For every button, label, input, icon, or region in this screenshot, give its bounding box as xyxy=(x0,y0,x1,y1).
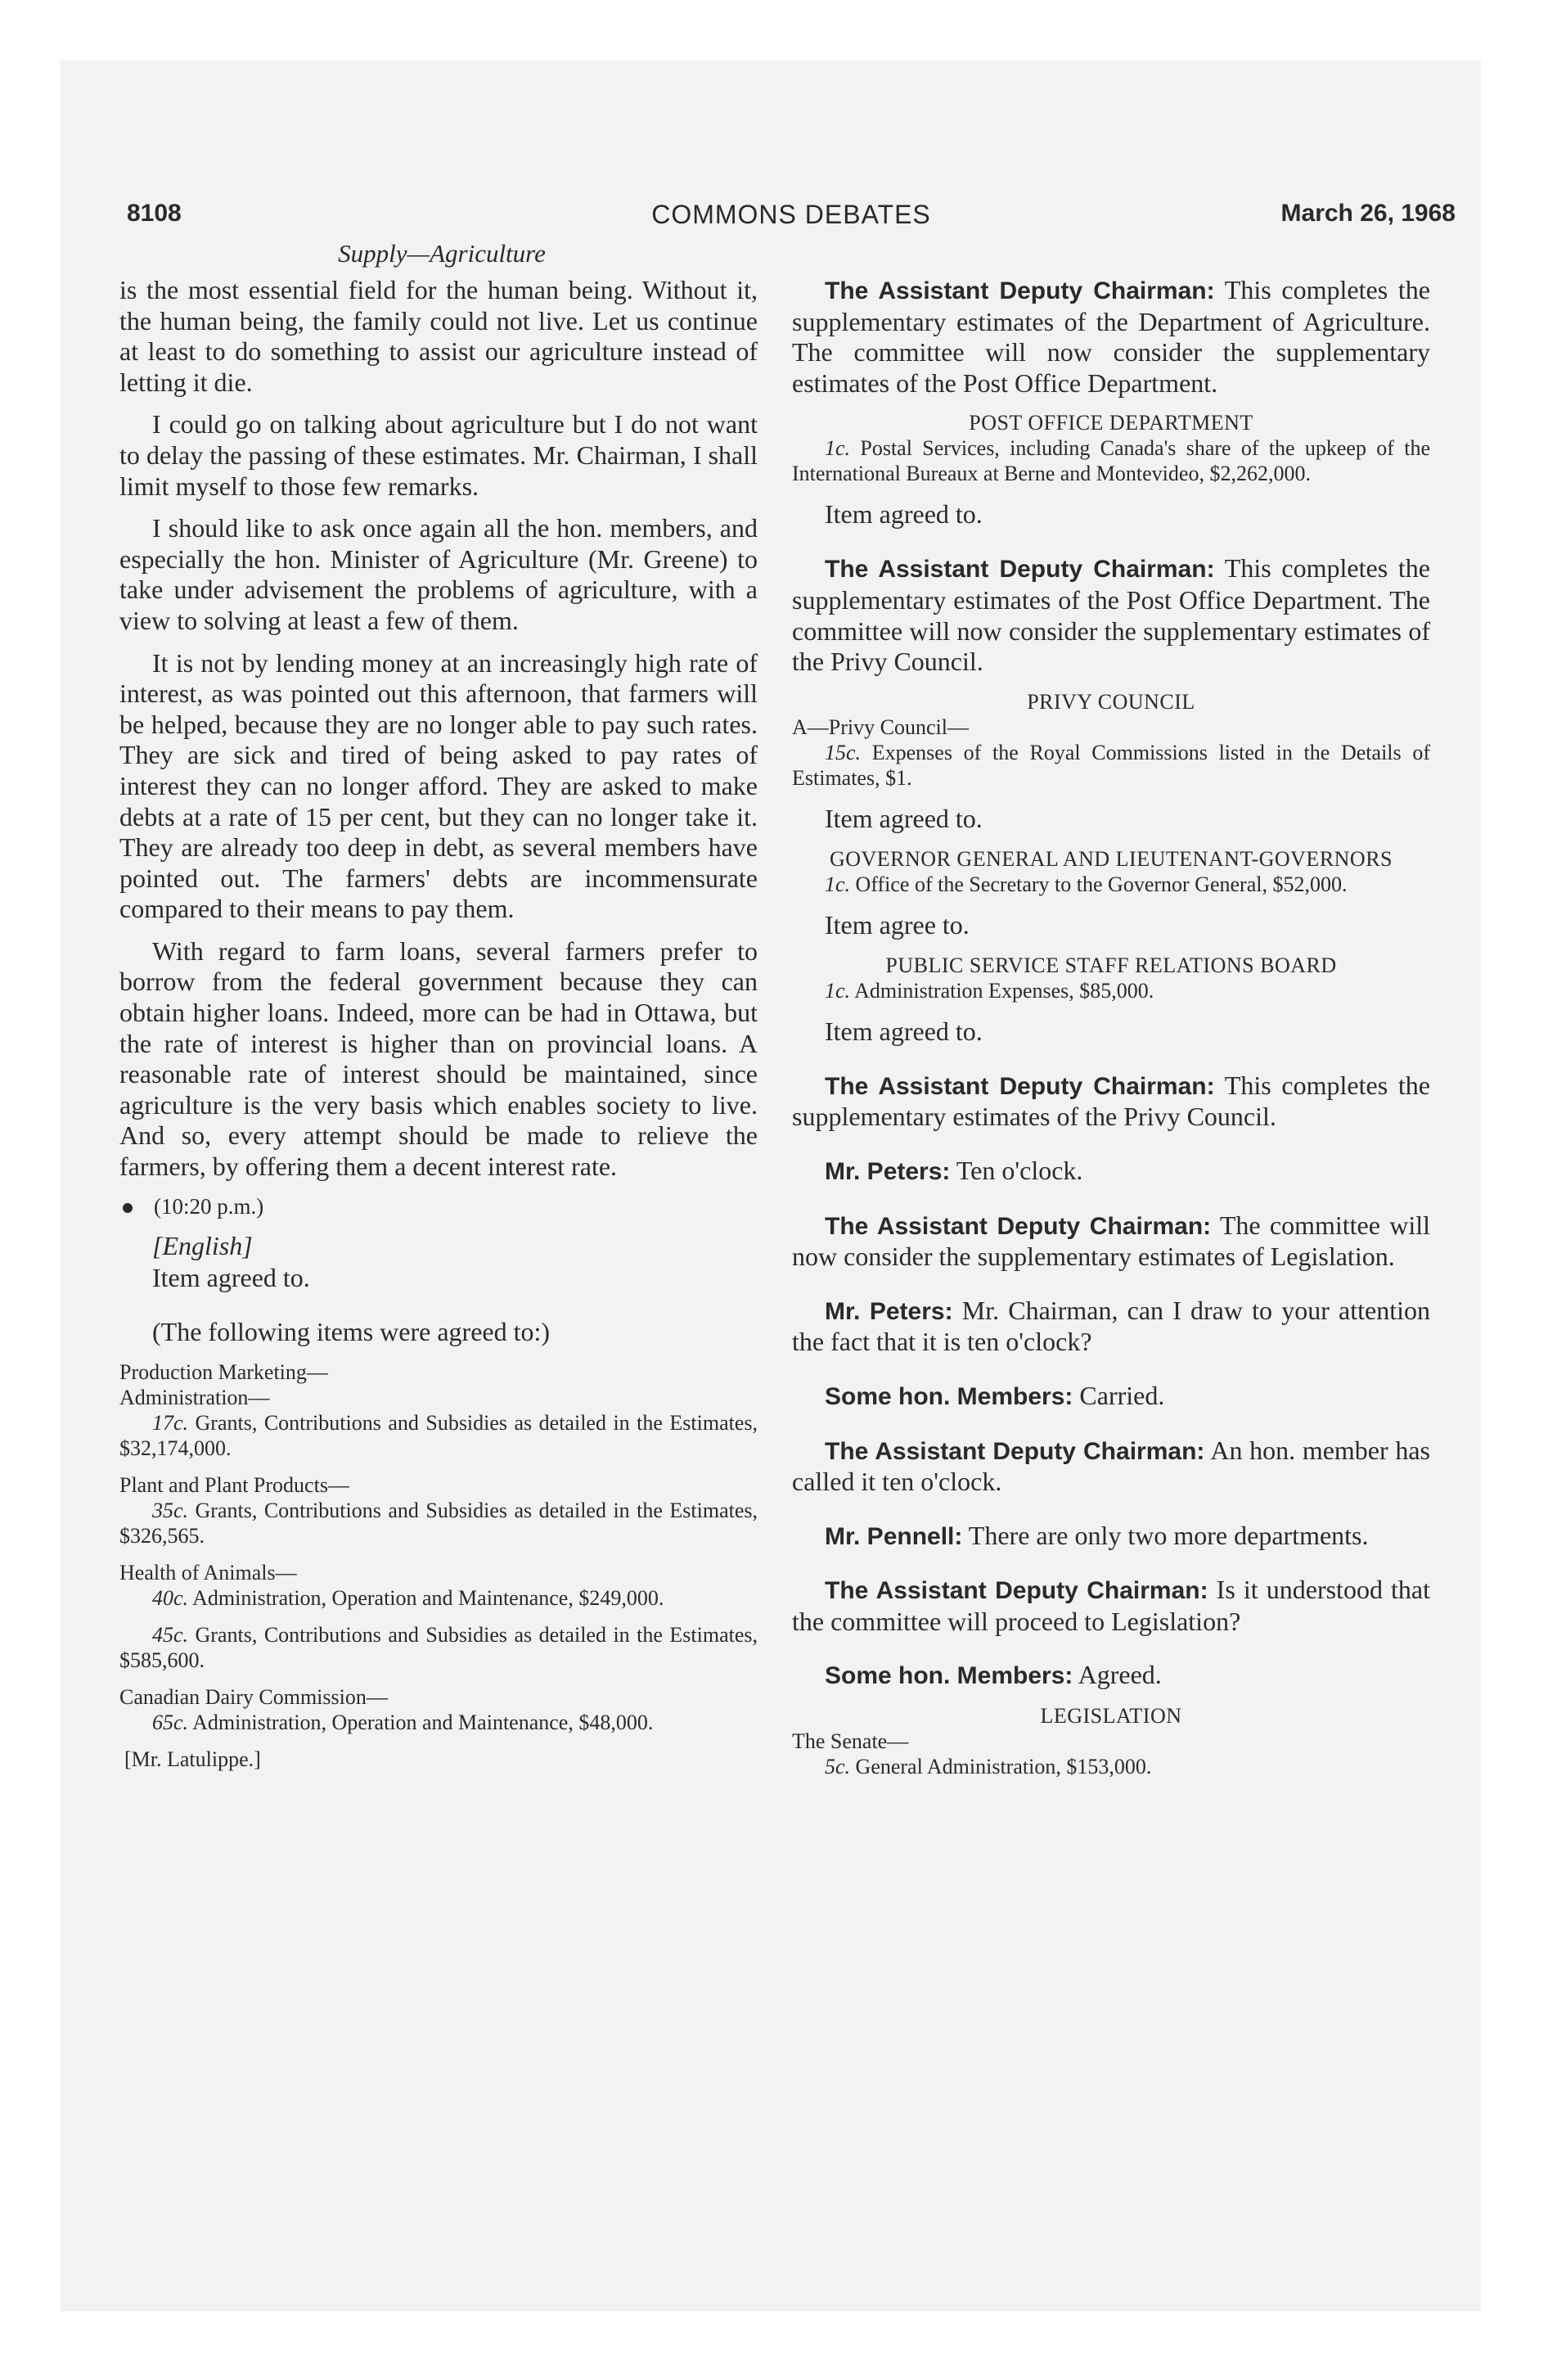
speech-text: This completes the supplementary estimates of the Post Office Department. The committee will now consider the supplementary estimates of the Privy Council. xyxy=(792,553,1430,677)
speech xyxy=(792,1071,1430,1133)
speech xyxy=(792,1210,1430,1273)
speaker-name: Some hon. Members: xyxy=(825,1662,1073,1690)
vote-number: 1c. xyxy=(825,978,851,1003)
speech-text: Is it understood that the committee will proceed to Legislation? xyxy=(792,1575,1431,1636)
speaker-name: Mr. Peters: xyxy=(825,1157,951,1185)
vote-number: 5c. xyxy=(825,1755,851,1779)
speech-text: The committee will now consider the supplementary estimates of Legislation. xyxy=(792,1210,1430,1272)
language-marker: [English] xyxy=(152,1230,253,1260)
item-agreed: Item agreed to. xyxy=(825,499,983,530)
paragraph: With regard to farm loans, several farmers prefer to borrow from the federal government because they can obtain higher loans. Indeed, more can be had in Ottawa, but the rate of interest is higher than on provincial loans. A reasonable rate of interest should be maintained, since agriculture is the very basis which enables society to live. And so, every attempt should be made to relieve the farmers, by offering them a decent interest rate. xyxy=(119,935,758,1182)
vote-item xyxy=(792,872,1430,897)
vote-number: 35c. xyxy=(152,1498,189,1522)
page-number: 8108 xyxy=(127,200,182,227)
speaker-name: The Assistant Deputy Chairman: xyxy=(825,556,1215,584)
vote-text: Grants, Contributions and Subsidies as detailed in the Estimates, $326,565. xyxy=(119,1498,758,1548)
vote-item xyxy=(792,740,1430,791)
vote-item xyxy=(119,1498,758,1548)
bullet-icon xyxy=(123,1203,133,1213)
speech-text: This completes the supplementary estimates of the Privy Council. xyxy=(792,1070,1430,1132)
vote-text: Expenses of the Royal Commissions listed in the Details of Estimates, $1. xyxy=(792,740,1431,790)
vote-item xyxy=(119,1585,758,1611)
vote-number: 65c. xyxy=(152,1710,189,1734)
paragraph: I should like to ask once again all the hon. members, and especially the hon. Minister of Agriculture (Mr. Greene) to take under advisement the problems of agriculture, with a view to solving at least a few of them. xyxy=(119,513,758,635)
speech xyxy=(792,1575,1430,1637)
speech xyxy=(792,1436,1430,1498)
item-agreed: Item agree to. xyxy=(825,909,970,940)
paragraph: is the most essential field for the human being. Without it, the human being, the family could not live. Let us continue at least to do something to assist our agriculture instead of letting it die. xyxy=(119,275,758,397)
vote-heading: Administration— xyxy=(119,1385,270,1409)
vote-text: Grants, Contributions and Subsidies as detailed in the Estimates, $32,174,000. xyxy=(119,1410,758,1460)
vote-item xyxy=(119,1410,758,1461)
speech xyxy=(792,275,1430,399)
vote-heading: Production Marketing— xyxy=(119,1359,328,1384)
vote-item xyxy=(119,1710,758,1735)
speech xyxy=(792,1156,1430,1188)
publication-title: COMMONS DEBATES xyxy=(651,200,931,229)
speech-text: Ten o'clock. xyxy=(956,1155,1083,1185)
time-stamp-text: (10:20 p.m.) xyxy=(154,1193,264,1219)
speech-text: Agreed. xyxy=(1078,1660,1162,1690)
vote-heading: The Senate— xyxy=(792,1729,909,1754)
section-subheading: Supply—Agriculture xyxy=(338,239,546,268)
section-caption: PUBLIC SERVICE STAFF RELATIONS BOARD xyxy=(885,953,1337,977)
speech xyxy=(792,553,1430,677)
vote-item xyxy=(792,1754,1430,1779)
speaker-name: The Assistant Deputy Chairman: xyxy=(825,1577,1208,1605)
speech xyxy=(792,1660,1430,1692)
speech xyxy=(792,1381,1430,1413)
section-caption: GOVERNOR GENERAL AND LIEUTENANT-GOVERNORS xyxy=(829,846,1393,871)
item-agreed: Item agreed to. xyxy=(825,803,983,833)
vote-text: General Administration, $153,000. xyxy=(855,1755,1152,1779)
vote-number: 1c. xyxy=(825,872,851,896)
speech xyxy=(792,1296,1430,1358)
vote-heading: Health of Animals— xyxy=(119,1560,297,1584)
section-caption: PRIVY COUNCIL xyxy=(1027,689,1195,714)
speaker-name: Some hon. Members: xyxy=(825,1382,1073,1410)
vote-text: Administration, Operation and Maintenance, $48,000. xyxy=(192,1710,654,1734)
speech-text: An hon. member has called it ten o'clock. xyxy=(792,1435,1431,1497)
vote-text: Administration, Operation and Maintenance, $249,000. xyxy=(192,1585,664,1610)
vote-number: 45c. xyxy=(152,1622,189,1647)
paragraph: I could go on talking about agriculture but I do not want to delay the passing of these estimates. Mr. Chairman, I shall limit myself to those few remarks. xyxy=(119,409,758,501)
speech-text: Carried. xyxy=(1079,1380,1165,1410)
speaker-name: Mr. Peters: xyxy=(825,1297,953,1325)
paragraph: It is not by lending money at an increasingly high rate of interest, as was pointed out this afternoon, that farmers will be helped, because they are no longer able to pay such rates. They are sick and tired of being asked to pay rates of interest they can no longer afford. They are asked to make debts at a rate of 15 per cent, but they can no longer take it. They are already too deep in debt, as several members have pointed out. The farmers' debts are incommensurate compared to their means to pay them. xyxy=(119,647,758,924)
vote-number: 17c. xyxy=(152,1410,189,1435)
vote-text: Grants, Contributions and Subsidies as detailed in the Estimates, $585,600. xyxy=(119,1622,758,1672)
vote-heading: Plant and Plant Products— xyxy=(119,1472,349,1497)
item-agreed: Item agreed to. xyxy=(152,1263,310,1293)
vote-item xyxy=(119,1622,758,1673)
time-stamp xyxy=(119,1194,758,1219)
speech xyxy=(792,1521,1430,1553)
vote-number: 15c. xyxy=(825,740,862,764)
speech-text: Mr. Chairman, can I draw to your attention the fact that it is ten o'clock? xyxy=(792,1295,1431,1357)
speaker-name: The Assistant Deputy Chairman: xyxy=(825,1437,1205,1465)
speaker-attribution: [Mr. Latulippe.] xyxy=(124,1747,261,1771)
vote-heading: Canadian Dairy Commission— xyxy=(119,1684,388,1709)
left-column xyxy=(119,275,758,1772)
speaker-name: Mr. Pennell: xyxy=(825,1522,963,1550)
speech-text: There are only two more departments. xyxy=(968,1520,1369,1550)
vote-number: 1c. xyxy=(825,436,851,461)
vote-text: Postal Services, including Canada's share of the upkeep of the International Bureaux at Berne and Montevideo, $2,262,000. xyxy=(792,436,1431,486)
vote-item xyxy=(792,978,1430,1003)
page-header xyxy=(127,200,1456,239)
vote-heading: A—Privy Council— xyxy=(792,714,969,739)
section-caption: LEGISLATION xyxy=(1040,1704,1182,1729)
speaker-name: The Assistant Deputy Chairman: xyxy=(825,1212,1212,1240)
section-caption: POST OFFICE DEPARTMENT xyxy=(969,411,1253,435)
paragraph: (The following items were agreed to:) xyxy=(152,1317,551,1347)
speaker-name: The Assistant Deputy Chairman: xyxy=(825,277,1215,304)
item-agreed: Item agreed to. xyxy=(825,1016,983,1046)
speaker-name: The Assistant Deputy Chairman: xyxy=(825,1072,1215,1100)
vote-item xyxy=(792,435,1430,486)
page-date: March 26, 1968 xyxy=(1280,200,1456,227)
right-column xyxy=(792,275,1430,1779)
vote-number: 40c. xyxy=(152,1585,189,1610)
vote-text: Administration Expenses, $85,000. xyxy=(854,978,1154,1003)
vote-text: Office of the Secretary to the Governor General, $52,000. xyxy=(855,872,1348,896)
speech-text: This completes the supplementary estimates of the Department of Agriculture. The committee will now consider the supplementary estimates of the Post Office Department. xyxy=(792,275,1430,398)
